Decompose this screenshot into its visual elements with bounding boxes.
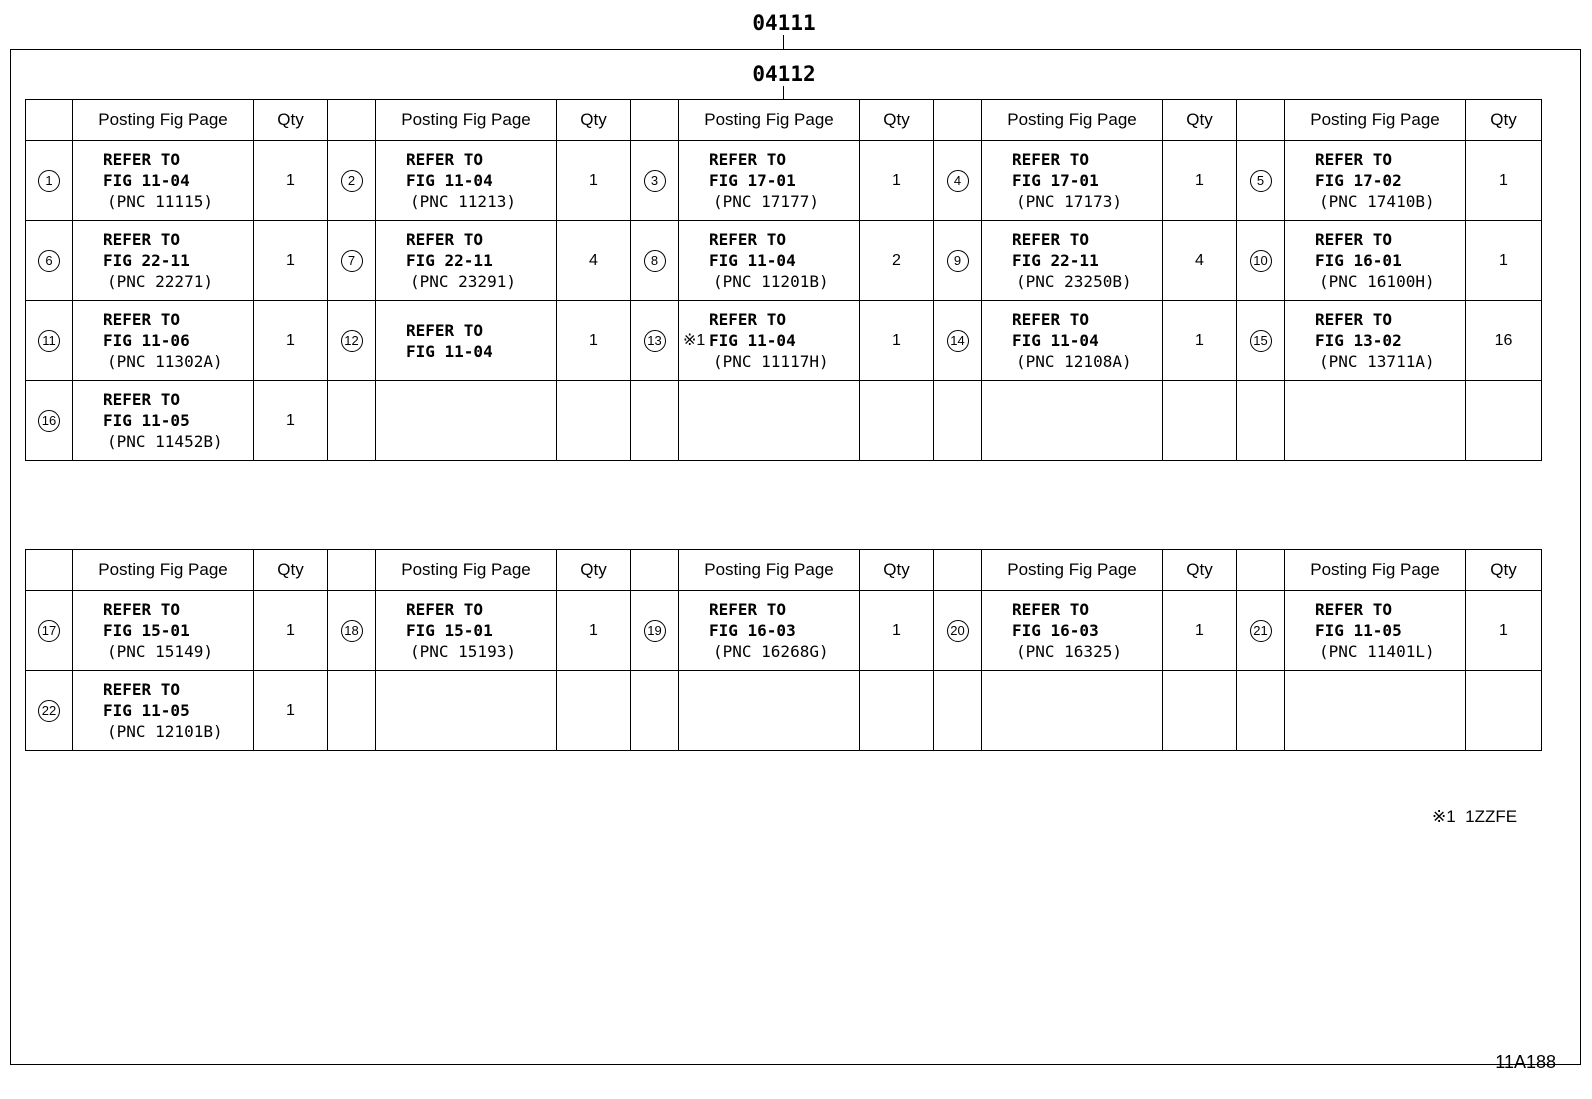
posting-cell: [376, 381, 557, 461]
fig-line: FIG 17-01: [709, 171, 796, 190]
posting-ref: [1285, 229, 1465, 292]
qty-cell: [557, 381, 631, 461]
qty-cell: [254, 301, 328, 381]
qty-value: 1: [286, 251, 295, 269]
header-posting: Posting Fig Page: [376, 100, 557, 141]
fig-line: FIG 17-01: [1012, 171, 1099, 190]
qty-cell: [254, 671, 328, 751]
header-qty: Qty: [557, 550, 631, 591]
qty-cell: [557, 141, 631, 221]
pnc-line: (PNC 11117H): [713, 352, 829, 371]
header-num-cell: [26, 550, 73, 591]
item-number-cell: [1237, 141, 1285, 221]
qty-cell: [860, 591, 934, 671]
parts-table-2: [25, 549, 1542, 751]
ref-line: REFER TO: [406, 230, 484, 249]
posting-cell: [1285, 591, 1466, 671]
header-qty: Qty: [860, 550, 934, 591]
item-number-cell: [934, 221, 982, 301]
ref-line: REFER TO: [103, 390, 181, 409]
ref-line: REFER TO: [709, 230, 787, 249]
qty-cell: [254, 591, 328, 671]
item-number: 20: [947, 620, 969, 642]
item-number: 12: [341, 330, 363, 352]
header-row: [26, 550, 1542, 591]
fig-line: FIG 11-04: [406, 341, 493, 361]
posting-cell: [73, 591, 254, 671]
item-number-cell: [328, 301, 376, 381]
qty-value: 1: [892, 331, 901, 349]
posting-ref: [982, 599, 1162, 662]
header-row: [26, 100, 1542, 141]
qty-value: 4: [589, 251, 598, 269]
item-number-cell: [1237, 381, 1285, 461]
header-posting: Posting Fig Page: [376, 550, 557, 591]
qty-cell: [860, 301, 934, 381]
qty-cell: [557, 671, 631, 751]
table-row: [26, 221, 1542, 301]
posting-ref: [679, 229, 859, 292]
item-number: 3: [644, 170, 666, 192]
posting-cell: [73, 381, 254, 461]
item-number-cell: [26, 141, 73, 221]
header-posting: Posting Fig Page: [1285, 550, 1466, 591]
header-qty: Qty: [254, 100, 328, 141]
ref-line: REFER TO: [103, 310, 181, 329]
illustration-id: 11A188: [1495, 1052, 1556, 1072]
posting-ref: [982, 309, 1162, 372]
item-number-cell: [328, 381, 376, 461]
item-number-cell: [26, 381, 73, 461]
qty-cell: [1466, 141, 1542, 221]
kit-outer-label: 04111: [752, 11, 816, 35]
item-number: 21: [1250, 620, 1272, 642]
posting-cell: [1285, 381, 1466, 461]
ref-line: REFER TO: [406, 320, 484, 340]
qty-cell: [1466, 301, 1542, 381]
posting-ref: [1285, 309, 1465, 372]
pnc-line: (PNC 12101B): [107, 722, 223, 741]
item-number: 22: [38, 700, 60, 722]
qty-cell: [860, 671, 934, 751]
item-number: 11: [38, 330, 60, 352]
header-qty: Qty: [1466, 100, 1542, 141]
posting-ref: [679, 309, 859, 372]
posting-cell: [679, 141, 860, 221]
item-number: 4: [947, 170, 969, 192]
posting-ref: [73, 149, 253, 212]
ref-line: REFER TO: [103, 600, 181, 619]
item-number: 2: [341, 170, 363, 192]
ref-line: REFER TO: [1012, 230, 1090, 249]
qty-value: 2: [892, 251, 901, 269]
item-number: 5: [1250, 170, 1272, 192]
posting-cell: [376, 301, 557, 381]
posting-cell: [376, 141, 557, 221]
posting-cell: [376, 591, 557, 671]
ref-line: REFER TO: [406, 600, 484, 619]
header-num-cell: [631, 100, 679, 141]
fig-line: FIG 11-05: [103, 701, 190, 720]
qty-cell: [860, 221, 934, 301]
qty-value: 1: [892, 621, 901, 639]
qty-value: 1: [892, 171, 901, 189]
item-number-cell: [328, 591, 376, 671]
pnc-line: (PNC 16268G): [713, 642, 829, 661]
qty-value: 1: [1195, 171, 1204, 189]
item-number-cell: [934, 381, 982, 461]
pnc-line: (PNC 11401L): [1319, 642, 1435, 661]
fig-line: FIG 11-06: [103, 331, 190, 350]
qty-value: 16: [1494, 331, 1513, 349]
pnc-line: (PNC 16325): [1016, 642, 1122, 661]
posting-cell: [73, 671, 254, 751]
header-posting: Posting Fig Page: [679, 100, 860, 141]
qty-value: 1: [1195, 331, 1204, 349]
posting-cell: [982, 141, 1163, 221]
header-posting: Posting Fig Page: [982, 550, 1163, 591]
posting-ref: [982, 229, 1162, 292]
item-number: 14: [947, 330, 969, 352]
header-num-cell: [631, 550, 679, 591]
item-number-cell: [26, 221, 73, 301]
item-number-cell: [934, 591, 982, 671]
qty-cell: [557, 221, 631, 301]
item-number: 18: [341, 620, 363, 642]
header-num-cell: [934, 100, 982, 141]
item-number-cell: [631, 591, 679, 671]
ref-line: REFER TO: [406, 150, 484, 169]
ref-line: REFER TO: [709, 150, 787, 169]
fig-line: FIG 11-04: [709, 331, 796, 350]
header-qty: Qty: [557, 100, 631, 141]
posting-ref: [679, 149, 859, 212]
qty-cell: [860, 141, 934, 221]
qty-value: 1: [589, 171, 598, 189]
posting-ref: [376, 229, 556, 292]
qty-cell: [1466, 221, 1542, 301]
item-number-cell: [631, 301, 679, 381]
item-number-cell: [26, 671, 73, 751]
header-qty: Qty: [1163, 550, 1237, 591]
pnc-line: (PNC 11201B): [713, 272, 829, 291]
fig-line: FIG 22-11: [406, 251, 493, 270]
fig-line: FIG 11-05: [103, 411, 190, 430]
qty-value: 1: [286, 171, 295, 189]
qty-value: 1: [286, 701, 295, 719]
posting-cell: [376, 221, 557, 301]
qty-value: 1: [1499, 251, 1508, 269]
posting-cell: [982, 221, 1163, 301]
header-num-cell: [1237, 550, 1285, 591]
posting-ref: [73, 229, 253, 292]
pnc-line: (PNC 22271): [107, 272, 213, 291]
qty-value: 4: [1195, 251, 1204, 269]
posting-ref: [73, 309, 253, 372]
posting-cell: [73, 221, 254, 301]
posting-cell: [73, 301, 254, 381]
posting-ref: [982, 149, 1162, 212]
ref-line: REFER TO: [1315, 230, 1393, 249]
item-number: 7: [341, 250, 363, 272]
posting-cell: [1285, 141, 1466, 221]
ref-line: REFER TO: [1012, 600, 1090, 619]
qty-cell: [1163, 671, 1237, 751]
item-number-cell: [1237, 591, 1285, 671]
qty-cell: [557, 591, 631, 671]
pnc-line: (PNC 11452B): [107, 432, 223, 451]
item-number-cell: [1237, 221, 1285, 301]
table-row: [26, 671, 1542, 751]
item-number: 10: [1250, 250, 1272, 272]
qty-value: 1: [286, 621, 295, 639]
item-number-cell: [1237, 671, 1285, 751]
posting-cell: [982, 671, 1163, 751]
pnc-line: (PNC 11115): [107, 192, 213, 211]
posting-cell: [1285, 301, 1466, 381]
ref-line: REFER TO: [1315, 600, 1393, 619]
qty-cell: [557, 301, 631, 381]
posting-cell: [679, 221, 860, 301]
qty-cell: [254, 221, 328, 301]
item-number: 8: [644, 250, 666, 272]
qty-cell: [1466, 591, 1542, 671]
fig-line: FIG 11-04: [709, 251, 796, 270]
header-qty: Qty: [860, 100, 934, 141]
kit-inner-leader: [783, 86, 784, 99]
fig-line: FIG 22-11: [1012, 251, 1099, 270]
header-num-cell: [328, 550, 376, 591]
posting-ref: [376, 149, 556, 212]
table-row: [26, 381, 1542, 461]
qty-cell: [1163, 591, 1237, 671]
posting-cell: [679, 301, 860, 381]
fig-line: FIG 16-01: [1315, 251, 1402, 270]
item-number-cell: [631, 221, 679, 301]
posting-cell: [982, 301, 1163, 381]
qty-cell: [1163, 381, 1237, 461]
fig-line: FIG 11-04: [406, 171, 493, 190]
kit-inner-label: 04112: [752, 62, 816, 86]
posting-ref: [376, 599, 556, 662]
item-number-cell: [26, 301, 73, 381]
qty-cell: [860, 381, 934, 461]
qty-cell: [1163, 141, 1237, 221]
note-mark: ※1: [683, 332, 706, 349]
pnc-line: (PNC 15193): [410, 642, 516, 661]
fig-line: FIG 22-11: [103, 251, 190, 270]
posting-cell: [679, 381, 860, 461]
header-posting: Posting Fig Page: [1285, 100, 1466, 141]
item-number-cell: [631, 141, 679, 221]
fig-line: FIG 11-04: [103, 171, 190, 190]
item-number-cell: [1237, 301, 1285, 381]
posting-cell: [679, 671, 860, 751]
fig-line: FIG 17-02: [1315, 171, 1402, 190]
qty-value: 1: [1195, 621, 1204, 639]
header-posting: Posting Fig Page: [73, 100, 254, 141]
ref-line: REFER TO: [103, 150, 181, 169]
header-num-cell: [934, 550, 982, 591]
item-number: 17: [38, 620, 60, 642]
qty-cell: [1466, 671, 1542, 751]
qty-value: 1: [1499, 171, 1508, 189]
ref-line: REFER TO: [709, 310, 787, 329]
posting-ref: [73, 599, 253, 662]
pnc-line: (PNC 17177): [713, 192, 819, 211]
header-num-cell: [1237, 100, 1285, 141]
ref-line: REFER TO: [103, 680, 181, 699]
item-number: 16: [38, 410, 60, 432]
fig-line: FIG 15-01: [406, 621, 493, 640]
item-number-cell: [934, 301, 982, 381]
pnc-line: (PNC 23291): [410, 272, 516, 291]
header-qty: Qty: [1466, 550, 1542, 591]
header-qty: Qty: [254, 550, 328, 591]
pnc-line: (PNC 13711A): [1319, 352, 1435, 371]
table-row: [26, 141, 1542, 221]
item-number-cell: [631, 381, 679, 461]
qty-cell: [1163, 301, 1237, 381]
posting-cell: [73, 141, 254, 221]
item-number: 15: [1250, 330, 1272, 352]
kit-outer-leader: [783, 35, 784, 49]
header-qty: Qty: [1163, 100, 1237, 141]
ref-line: REFER TO: [1315, 150, 1393, 169]
pnc-line: (PNC 17410B): [1319, 192, 1435, 211]
qty-value: 1: [589, 621, 598, 639]
posting-ref: [1285, 599, 1465, 662]
pnc-line: (PNC 23250B): [1016, 272, 1132, 291]
posting-cell: [1285, 221, 1466, 301]
fig-line: FIG 13-02: [1315, 331, 1402, 350]
ref-line: REFER TO: [1012, 310, 1090, 329]
posting-cell: [679, 591, 860, 671]
header-num-cell: [328, 100, 376, 141]
qty-cell: [1163, 221, 1237, 301]
item-number-cell: [328, 141, 376, 221]
item-number: 1: [38, 170, 60, 192]
posting-cell: [1285, 671, 1466, 751]
qty-value: 1: [1499, 621, 1508, 639]
pnc-line: (PNC 11213): [410, 192, 516, 211]
item-number-cell: [328, 671, 376, 751]
pnc-line: (PNC 15149): [107, 642, 213, 661]
ref-line: REFER TO: [709, 600, 787, 619]
item-number-cell: [631, 671, 679, 751]
table-row: [26, 591, 1542, 671]
item-number-cell: [328, 221, 376, 301]
footnote: ※1 1ZZFE: [1432, 807, 1518, 826]
fig-line: FIG 16-03: [709, 621, 796, 640]
qty-value: 1: [589, 331, 598, 349]
item-number-cell: [934, 141, 982, 221]
pnc-line: (PNC 16100H): [1319, 272, 1435, 291]
posting-ref: [1285, 149, 1465, 212]
posting-ref: [73, 389, 253, 452]
qty-value: 1: [286, 411, 295, 429]
posting-ref: [376, 320, 556, 362]
parts-table-1: [25, 99, 1542, 461]
ref-line: REFER TO: [1012, 150, 1090, 169]
item-number-cell: [26, 591, 73, 671]
table-row: [26, 301, 1542, 381]
ref-line: REFER TO: [1315, 310, 1393, 329]
header-posting: Posting Fig Page: [982, 100, 1163, 141]
item-number-cell: [934, 671, 982, 751]
posting-cell: [982, 591, 1163, 671]
posting-cell: [982, 381, 1163, 461]
fig-line: FIG 16-03: [1012, 621, 1099, 640]
pnc-line: (PNC 11302A): [107, 352, 223, 371]
fig-line: FIG 11-04: [1012, 331, 1099, 350]
fig-line: FIG 15-01: [103, 621, 190, 640]
header-posting: Posting Fig Page: [73, 550, 254, 591]
posting-cell: [376, 671, 557, 751]
header-posting: Posting Fig Page: [679, 550, 860, 591]
pnc-line: (PNC 12108A): [1016, 352, 1132, 371]
item-number: 9: [947, 250, 969, 272]
qty-cell: [1466, 381, 1542, 461]
qty-cell: [254, 381, 328, 461]
item-number: 19: [644, 620, 666, 642]
fig-line: FIG 11-05: [1315, 621, 1402, 640]
item-number: 13: [644, 330, 666, 352]
ref-line: REFER TO: [103, 230, 181, 249]
item-number: 6: [38, 250, 60, 272]
qty-value: 1: [286, 331, 295, 349]
posting-ref: [73, 679, 253, 742]
header-num-cell: [26, 100, 73, 141]
posting-ref: [679, 599, 859, 662]
qty-cell: [254, 141, 328, 221]
pnc-line: (PNC 17173): [1016, 192, 1122, 211]
